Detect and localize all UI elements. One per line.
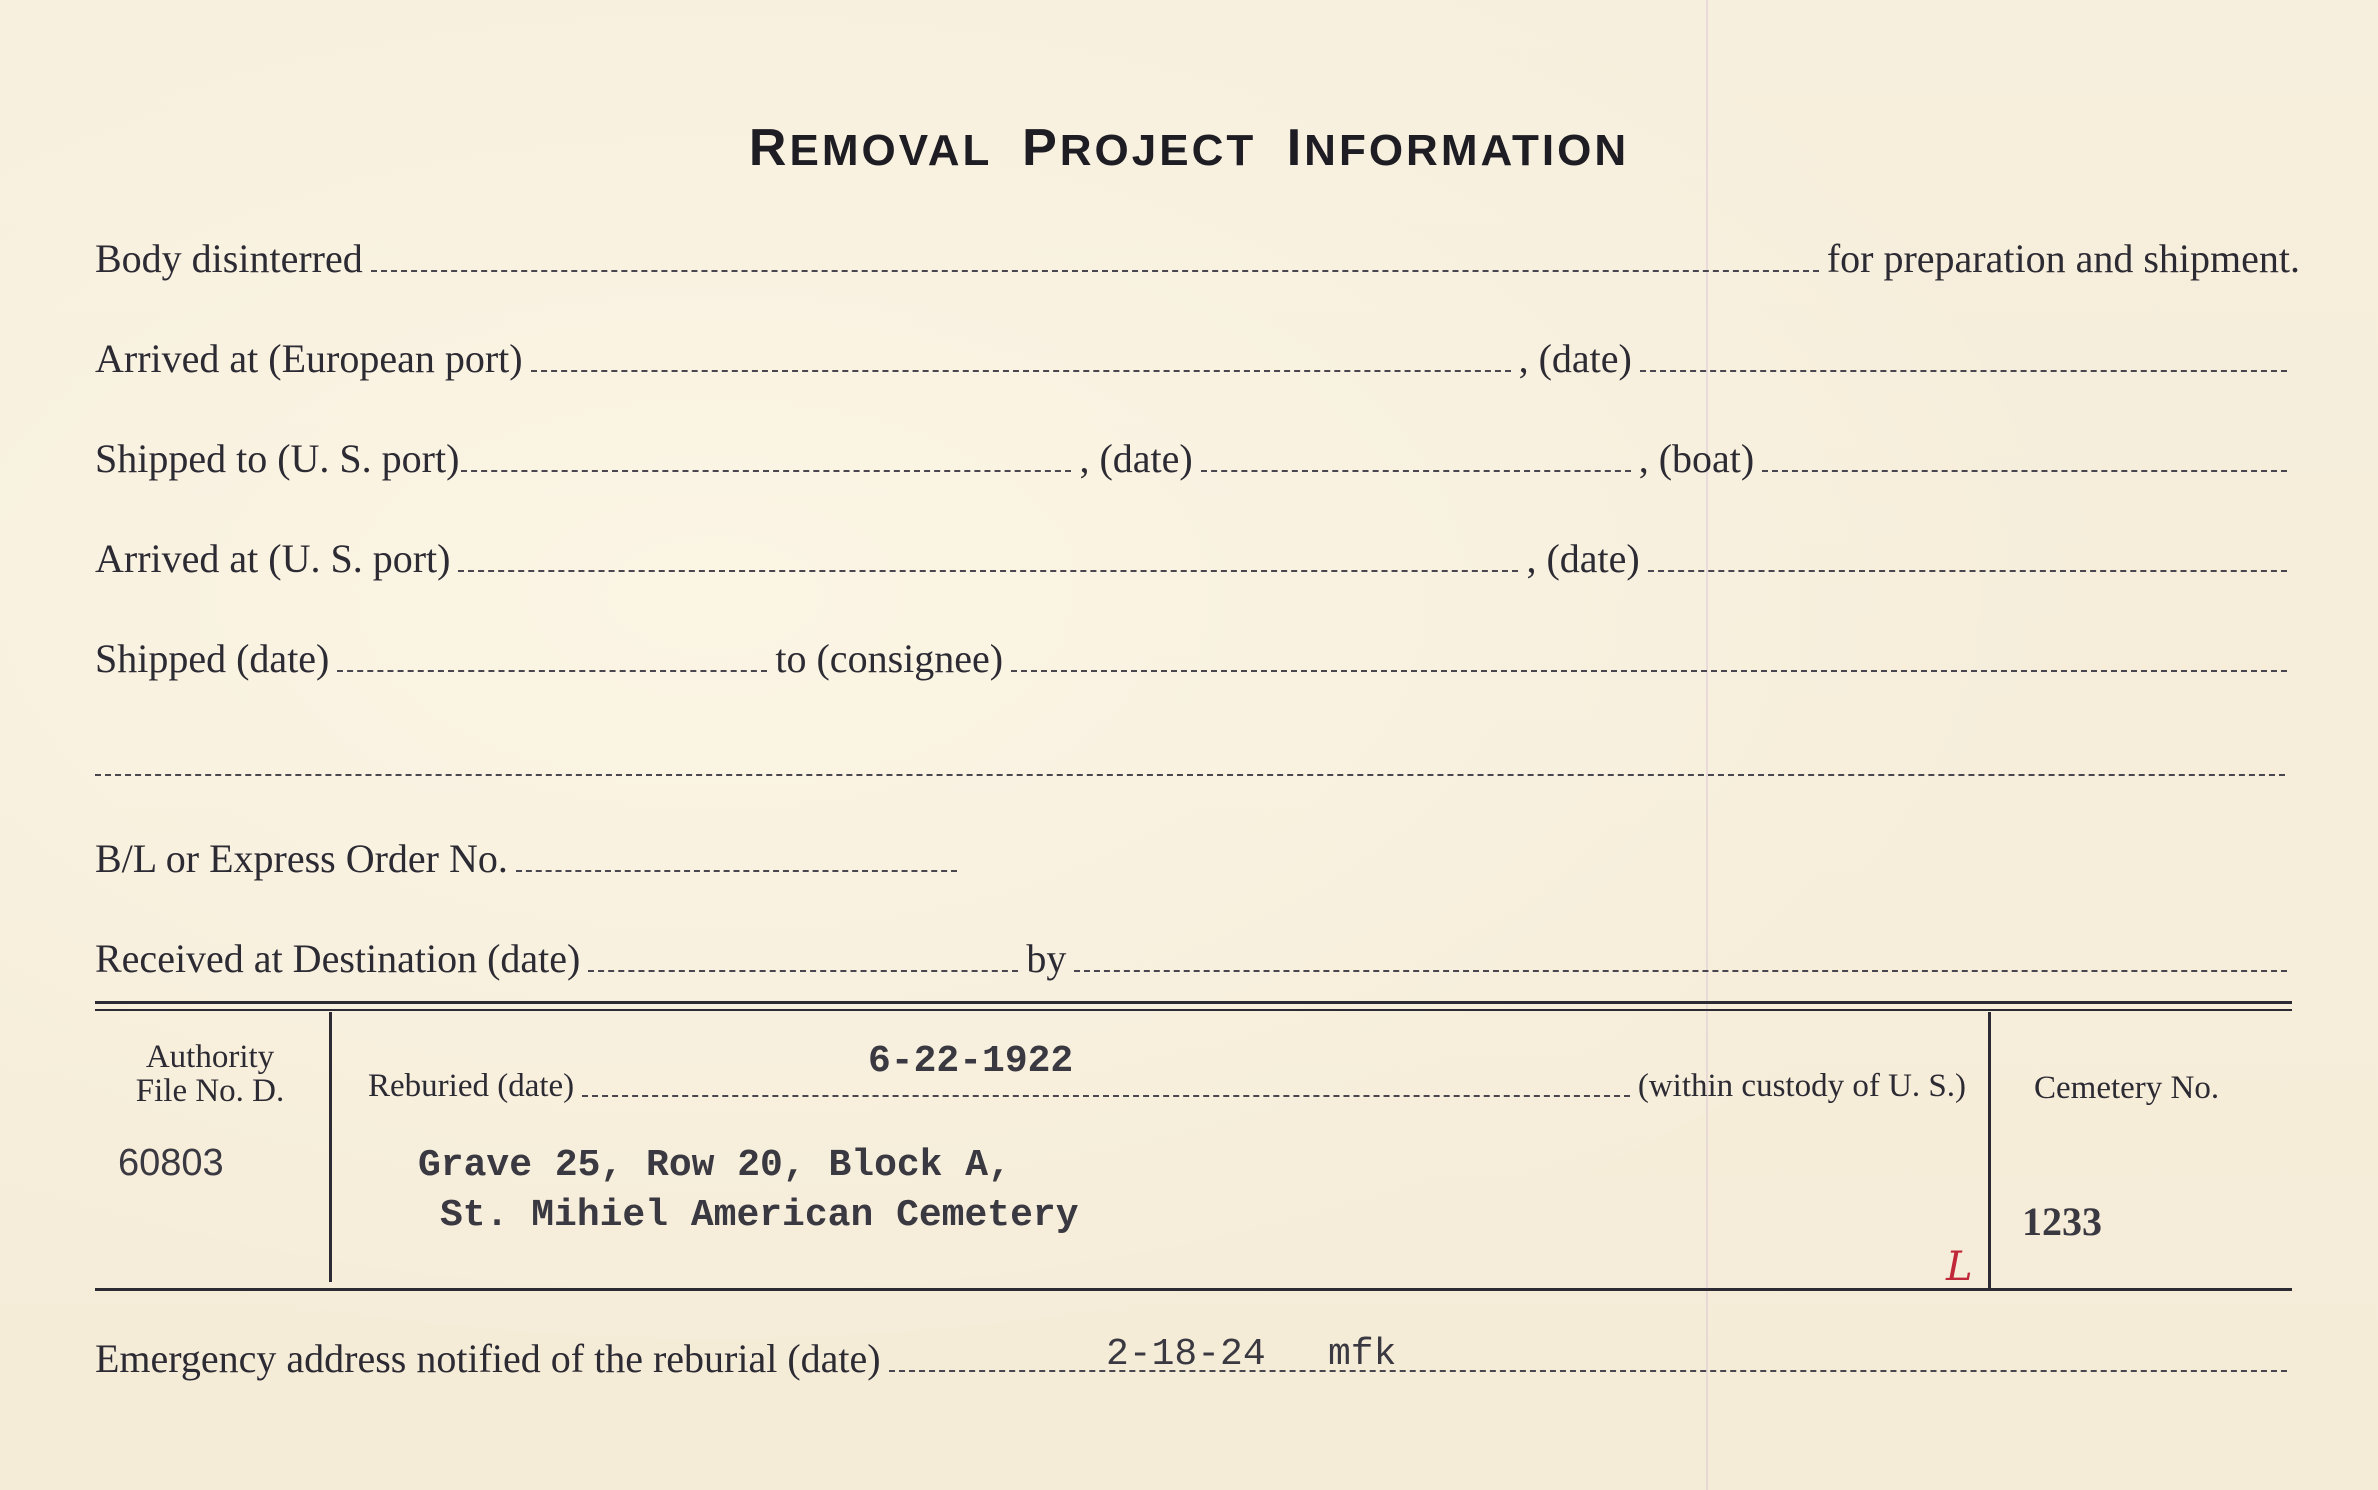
shipped-us-port-field[interactable] bbox=[461, 470, 1071, 472]
cemetery-label: Cemetery No. bbox=[2034, 1070, 2220, 1106]
card-title: REMOVAL PROJECT INFORMATION bbox=[748, 119, 1630, 177]
bl-order-row bbox=[95, 835, 965, 882]
received-destination-row bbox=[95, 935, 2295, 982]
bl-order-field[interactable] bbox=[516, 870, 957, 872]
arrived-us-label: Arrived at (U. S. port) bbox=[95, 536, 451, 581]
card-fold-line bbox=[1706, 0, 1708, 1490]
consignee-continuation-line[interactable] bbox=[95, 774, 2285, 776]
arrived-european-row bbox=[95, 335, 2295, 382]
arrived-european-date-field[interactable] bbox=[1640, 370, 2287, 372]
section-divider-top bbox=[95, 1001, 2292, 1004]
reburied-date-field[interactable] bbox=[582, 1095, 1630, 1097]
received-destination-label: Received at Destination (date) bbox=[95, 936, 581, 981]
body-disinterred-label: Body disinterred bbox=[95, 236, 363, 281]
shipped-us-label: Shipped to (U. S. port) bbox=[95, 436, 460, 481]
arrived-european-port-field[interactable] bbox=[531, 370, 1511, 372]
section-divider-bottom bbox=[95, 1288, 2292, 1291]
received-by-label: by bbox=[1026, 936, 1067, 981]
reburied-date-value: 6-22-1922 bbox=[868, 1040, 1074, 1083]
authority-label-line1: Authority bbox=[145, 1039, 275, 1075]
shipped-us-boat-label: , (boat) bbox=[1638, 436, 1755, 481]
shipped-date-field[interactable] bbox=[337, 670, 767, 672]
arrived-us-date-field[interactable] bbox=[1648, 570, 2287, 572]
shipped-us-row bbox=[95, 435, 2295, 482]
body-disinterred-suffix: for preparation and shipment. bbox=[1826, 236, 2300, 281]
shipped-us-date-field[interactable] bbox=[1201, 470, 1631, 472]
emergency-label: Emergency address notified of the reburial (date) bbox=[95, 1336, 881, 1381]
authority-label bbox=[95, 1040, 325, 1108]
shipped-date-label: Shipped (date) bbox=[95, 636, 330, 681]
arrived-us-date-label: , (date) bbox=[1526, 536, 1640, 581]
section-divider-top-inner bbox=[95, 1009, 2292, 1011]
shipped-us-boat-field[interactable] bbox=[1762, 470, 2287, 472]
bl-order-label: B/L or Express Order No. bbox=[95, 836, 508, 881]
emergency-date-field[interactable] bbox=[889, 1370, 2287, 1372]
consignee-label: to (consignee) bbox=[775, 636, 1004, 681]
reburied-row bbox=[368, 1068, 1966, 1105]
grave-location-line2: St. Mihiel American Cemetery bbox=[440, 1194, 1079, 1237]
cemetery-divider bbox=[1988, 1012, 1991, 1290]
reburied-label: Reburied (date) bbox=[368, 1068, 575, 1104]
body-disinterred-row bbox=[95, 235, 2300, 282]
consignee-field[interactable] bbox=[1011, 670, 2287, 672]
authority-file-number: 60803 bbox=[118, 1142, 224, 1184]
custody-label: (within custody of U. S.) bbox=[1637, 1068, 1966, 1104]
received-by-field[interactable] bbox=[1074, 970, 2287, 972]
arrived-european-label: Arrived at (European port) bbox=[95, 336, 523, 381]
arrived-us-row bbox=[95, 535, 2295, 582]
grave-location-line1: Grave 25, Row 20, Block A, bbox=[418, 1144, 1011, 1187]
body-disinterred-field[interactable] bbox=[371, 270, 1819, 272]
arrived-us-port-field[interactable] bbox=[458, 570, 1518, 572]
shipped-us-date-label: , (date) bbox=[1079, 436, 1193, 481]
authority-label-line2: File No. D. bbox=[135, 1073, 285, 1109]
cemetery-number: 1233 bbox=[2022, 1199, 2102, 1244]
shipped-date-row bbox=[95, 635, 2295, 682]
red-checkmark: L bbox=[1946, 1244, 1973, 1290]
emergency-initials: mfk bbox=[1328, 1333, 1397, 1376]
emergency-date-value: 2-18-24 bbox=[1106, 1333, 1266, 1376]
arrived-european-date-label: , (date) bbox=[1518, 336, 1632, 381]
received-destination-date-field[interactable] bbox=[588, 970, 1018, 972]
authority-divider bbox=[329, 1012, 332, 1282]
